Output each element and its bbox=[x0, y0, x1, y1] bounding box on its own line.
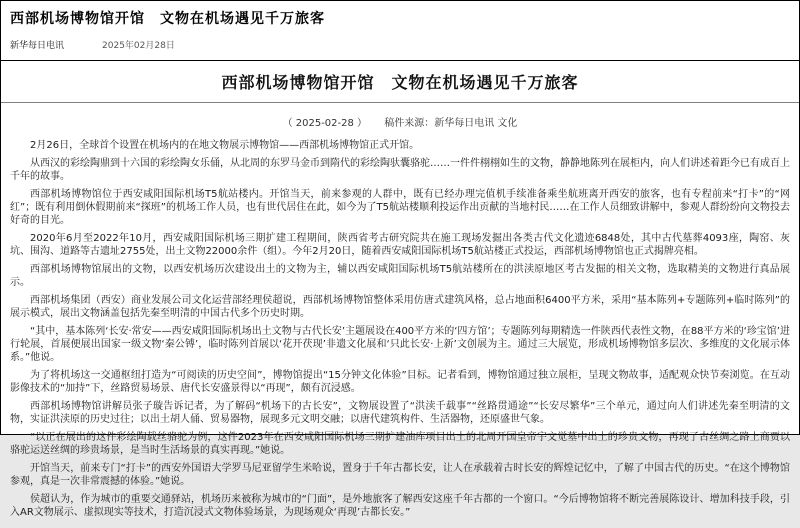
page-meta-row bbox=[10, 38, 790, 51]
article-paragraph: 西部机场集团（西安）商业发展公司文化运营部经理侯超说，西部机场博物馆整体采用仿唐式建筑风格，总占地面积6400平方米，采用“基本陈列+专题陈列+临时陈列”的展示模式，展出文物涵盖包括先秦至明清的中国古代多个历史时期。 bbox=[10, 295, 790, 319]
article-paragraph: 2月26日，全球首个设置在机场内的在地文物展示博物馆——西部机场博物馆正式开馆。 bbox=[30, 140, 420, 151]
article-source: 稿件来源：新华每日电讯 文化 bbox=[384, 118, 518, 129]
article-paragraph: 从西汉的彩绘陶鼎到十六国的彩绘陶女乐俑，从北周的东罗马金币到隋代的彩绘陶驮囊骆驼……一件件栩栩如生的文物，静静地陈列在展柜内，向人们讲述着距今已有成百上千年的故事。 bbox=[10, 158, 790, 182]
article-paragraph: “以正在展出的这件彩绘陶载丝骆驼为例，这件2023年在西安咸阳国际机场三期扩建油库项目出土的北周开国皇帝宇文觉墓中出土的珍贵文物，再现了古丝绸之路上商贾以骆驼运送丝绸的珍贵场景，是当时生活场景的真实再现。”她说。 bbox=[10, 432, 790, 456]
article-paragraph: 西部机场博物馆讲解员张子璇告诉记者，为了解码“机场下的古长安”，文物展设置了“洪渎千载事”“丝路贯通途”“长安尽繁华”三个单元，通过向人们讲述先秦至明清的文物，实证洪渎原的历史过往；以出土胡人俑、贸易器物，展现多元文明交融；以唐代建筑构件、生活器物，还原盛世气象。 bbox=[10, 401, 790, 425]
article-meta-line bbox=[1, 103, 799, 133]
article-title: 西部机场博物馆开馆 文物在机场遇见千万旅客 bbox=[1, 61, 799, 103]
article-container bbox=[1, 60, 799, 528]
article-paragraph: “其中，基本陈列‘长安·常安——西安咸阳国际机场出土文物与古代长安’主题展设在400平方米的‘四方馆’；专题陈列每期精选一件陕西代表性文物，在88平方米的‘珍宝馆’进行轮展，首展便展出国家一级文物‘秦公镈’，临时陈列首展以‘花开茯现’非遗文化展和‘只此长安·上新’文创展为主。通过三大展览，形成机场博物馆多层次、多维度的文化展示体系。”他说。 bbox=[10, 326, 790, 363]
article-paragraph: 侯超认为，作为城市的重要交通驿站，机场历来被称为城市的“门面”，是外地旅客了解西安这座千年古都的一个窗口。“今后博物馆将不断完善展陈设计、增加科技手段，引入AR文物展示、虚拟现实等技术，打造沉浸式文物体验场景，为现场观众‘再现’古都长安。” bbox=[10, 494, 790, 518]
article-paragraph: 2020年6月至2022年10月，西安咸阳国际机场三期扩建工程期间，陕西省考古研究院共在施工现场发掘出各类古代文化遗迹6848处，其中古代墓葬4093座，陶窑、灰坑、围沟、道路等古遗址2755处，出土文物22000余件（组）。今年2月20日，随着西安咸阳国际机场T5航站楼正式投运，西部机场博物馆也正式揭牌亮相。 bbox=[10, 233, 790, 257]
article-paragraph: 为了将机场这一交通枢纽打造为“可阅读的历史空间”，博物馆提出“15分钟文化体验”目标。记者看到，博物馆通过独立展柜，呈现文物故事，适配观众快节奏浏览。在互动影像技术的“加持”下，丝路贸易场景、唐代长安盛景得以“再现”，颇有沉浸感。 bbox=[10, 370, 790, 394]
publish-date: 2025年02月28日 bbox=[102, 41, 175, 51]
article-date: （ 2025-02-28 ） bbox=[282, 118, 368, 129]
article-body bbox=[1, 133, 799, 528]
publication-name: 新华每日电讯 bbox=[10, 41, 65, 51]
article-paragraph: 西部机场博物馆位于西安咸阳国际机场T5航站楼内。开馆当天，前来参观的人群中，既有已经办理完值机手续准备乘坐航班离开西安的旅客，也有专程前来“打卡”的“网红”；既有利用倒休假期前来“探班”的机场工作人员，也有世代居住在此，如今为了T5航站楼顺利投运作出贡献的当地村民……在工作人员细致讲解中，参观人群纷纷向文物投去好奇的目光。 bbox=[10, 189, 790, 226]
article-paragraph: 西部机场博物馆展出的文物，以西安机场历次建设出土的文物为主，辅以西安咸阳国际机场T5航站楼所在的洪渎原地区考古发掘的相关文物，选取精美的文物进行真品展示。 bbox=[10, 264, 790, 288]
page-header bbox=[1, 1, 799, 51]
page-title: 西部机场博物馆开馆 文物在机场遇见千万旅客 bbox=[10, 11, 325, 27]
article-paragraph: 开馆当天，前来专门“打卡”的西安外国语大学罗马尼亚留学生米哈说，置身于千年古都长安，让人在承载着古时长安的辉煌记忆中，了解了中国古代的历史。“在这个博物馆参观，真是一次非常震撼的体验。”她说。 bbox=[10, 463, 790, 487]
